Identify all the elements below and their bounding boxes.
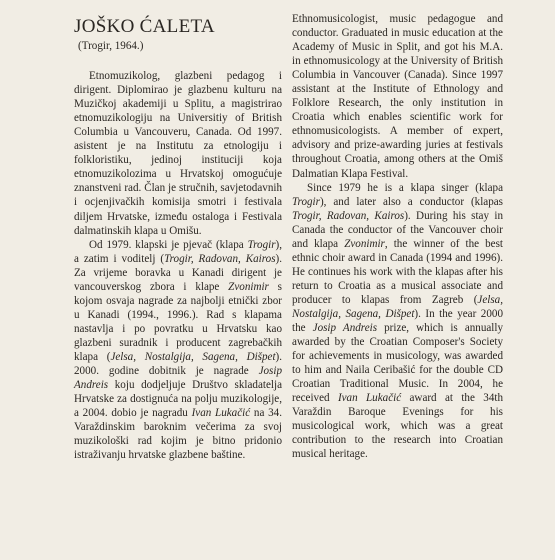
artist-name: JOŠKO ĆALETA [74, 16, 215, 37]
croatian-paragraph-2: Od 1979. klapski je pjevač (klapa Trogir), a zatim i voditelj (Trogir, Radovan, Kairos). Za vrijeme boravka u Kanadi dirigent je vancouverskog zbora i klape Zvonimir s kojom osvaja nagrade za najbolji etnički zbor u Kanadi (1994., 1996.). Rad s klapama nastavlja i po povratku u Hrvatsku kao glazbeni suradnik i producent zagrebačkih klapa (Jelsa, Nostalgija, Sagena, Dišpet). 2000. godine dobitnik je nagrade Josip Andreis koju dodjeljuje Društvo skladatelja Hrvatske za dostignuća na polju muzikologije, a 2004. dobio je nagradu Ivan Lukačić na 34. Varaždinskim baroknim večerima za svoj muzikološki rad kojim je bitno pridonio istraživanju hrvatske glazbene baštine. [74, 238, 282, 462]
english-paragraph-1: Ethnomusicologist, music pedagogue and conductor. Graduated in music education at the Academy of Music in Split, and got his M.A. in ethnomusicology at the University of British Columbia in Vancouver (Canada). Since 1997 assistant at the Institute of Ethnology and Folklore Research, the only institution in Croatia which enables scientific work for ethnomusicologists. A member of expert, advisory and prize-awarding juries at festivals throughout Croatia, among others at the Omiš Dalmatian Klapa Festival. [292, 13, 503, 180]
croatian-paragraph-1: Etnomuzikolog, glazbeni pedagog i dirigent. Diplomirao je glazbenu kulturu na Muzičkoj akademiji u Splitu, a magistrirao etnomuzikologiju na Universitiy of British Columbia u Vancouveru, Canada. Od 1997. asistent je na Institutu za etnologiju i folkloristiku, jedinoj instituciji koja etnomuzikolozima u Hrvatskoj omogućuje znanstveni rad. Član je stručnih, savjetodavnih i ocjenjivačkih komisija smotri i festivala diljem Hrvatske, između ostaloga i Festivala dalmatinskih klapa u Omišu. [74, 70, 282, 237]
english-column [292, 12, 503, 462]
birth-info: (Trogir, 1964.) [78, 40, 144, 52]
english-paragraph-2: Since 1979 he is a klapa singer (klapa Trogir), and later also a conductor (klapas Trogir, Radovan, Kairos). During his stay in Canada the conductor of the Vancouver choir and klapa Zvonimir, the winner of the best ethnic choir award in Canada (1994 and 1996). He continues his work with the klapas after his return to Croatia as a musical associate and producer to klapas from Zagreb (Jelsa, Nostalgija, Sagena, Dišpet). In the year 2000 the Josip Andreis prize, which is annually awarded by the Croatian Composer's Society for achievements in musicology, was awarded to him and Naila Ceribašić for the double CD Croatian Traditional Music. In 2004, he received Ivan Lukačić award at the 34th Varaždin Baroque Evenings for his musicological work, which was a great contribution to the research into Croatian musical heritage. [292, 181, 504, 461]
croatian-column [74, 12, 282, 462]
